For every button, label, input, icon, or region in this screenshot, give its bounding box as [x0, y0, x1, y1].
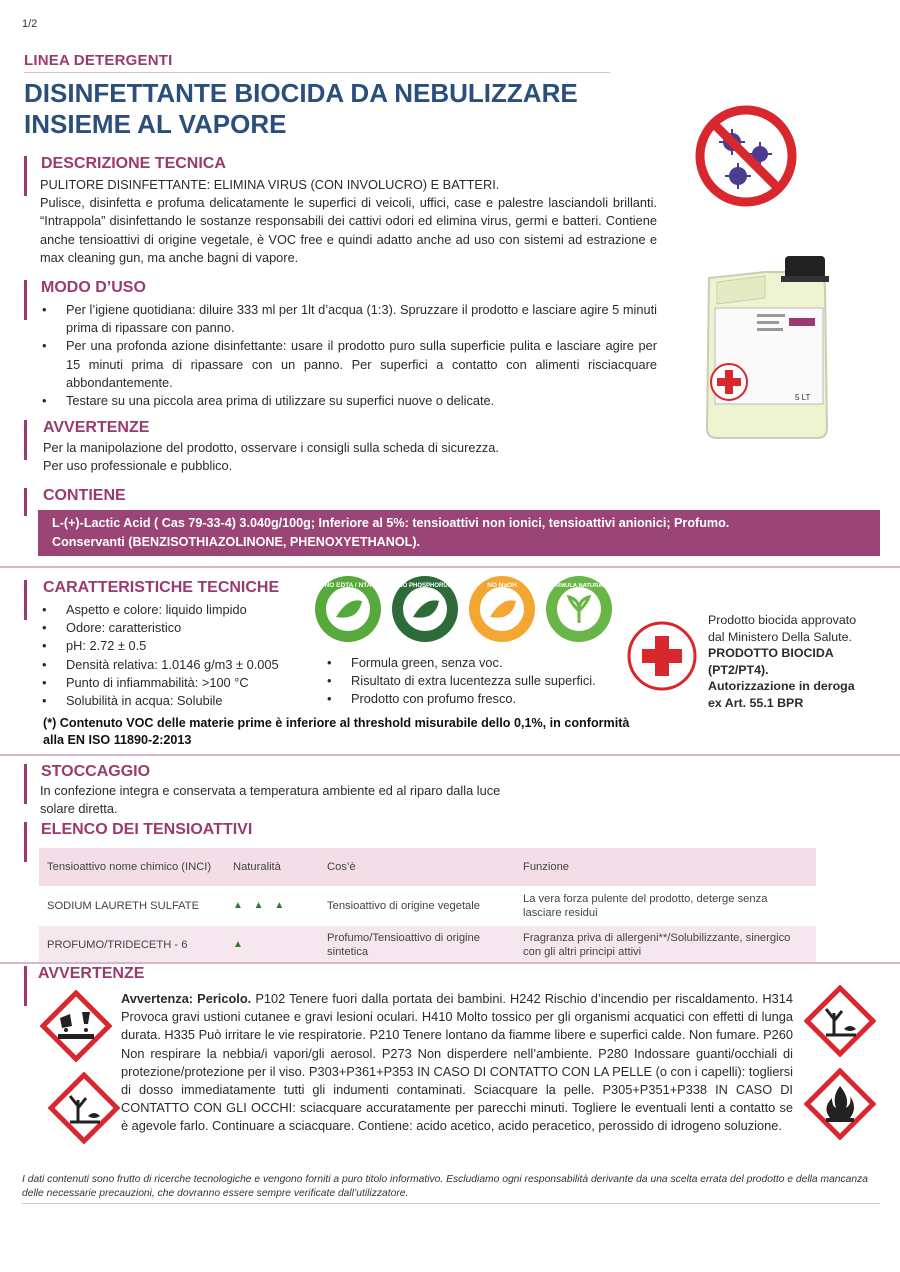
tensioattivi-table: [39, 848, 816, 964]
page-title: [24, 78, 664, 140]
product-canister-image: [695, 248, 835, 443]
environment-hazard-icon: [48, 1072, 120, 1144]
table-cell: Fragranza priva di allergeni**/Solubilizzante, sinergico con gli altri principi attivi: [515, 926, 816, 964]
list-item: • Testare su una piccola area prima di utilizzare su superfici nuove o delicate.: [40, 392, 657, 410]
environment-hazard-icon: [804, 985, 876, 1057]
tensioattivi-title: ELENCO DEI TENSIOATTIVI: [41, 821, 253, 838]
svg-text:NO PHOSPHORUS: NO PHOSPHORUS: [398, 583, 452, 589]
table-row: [39, 886, 816, 926]
stoccaggio-body: In confezione integra e conservata a temperatura ambiente ed al riparo dalla luce solare diretta.: [40, 783, 501, 817]
section-bar: [24, 764, 27, 804]
title-line-1: DISINFETTANTE BIOCIDA DA NEBULIZZARE: [24, 78, 578, 108]
biocide-line: ex Art. 55.1 BPR: [708, 695, 804, 710]
list-item: • Punto di infiammabilità: >100 °C: [40, 674, 320, 692]
no-edta-badge: [314, 575, 382, 643]
no-phosphorus-badge: [391, 575, 459, 643]
caratteristiche-list-2: [325, 654, 625, 709]
list-item: • Odore: caratteristico: [40, 619, 320, 637]
section-bar: [24, 488, 27, 516]
stoccaggio-title: STOCCAGGIO: [41, 763, 151, 780]
section-divider: [0, 566, 900, 568]
disclaimer: I dati contenuti sono frutto di ricerche tecnologiche e vengono forniti a puro titolo informativo. Escludiamo ogni responsabilità derivante da una scelta errata del prodotto e della mancanza delle necessarie precauzioni, che dovranno essere sempre verificate dall’utilizzatore.: [22, 1174, 868, 1199]
section-bar: [24, 156, 27, 196]
page-number: 1/2: [22, 18, 38, 30]
biocide-line: Prodotto biocida approvato: [708, 613, 857, 627]
header-divider: [24, 72, 610, 73]
list-item: • Densità relativa: 1.0146 g/m3 ± 0.005: [40, 656, 320, 674]
table-cell: La vera forza pulente del prodotto, deterge senza lasciare residui: [515, 886, 816, 926]
corrosive-hazard-icon: [40, 990, 112, 1062]
avvertenze-line: Per uso professionale e pubblico.: [43, 458, 233, 474]
table-cell: SODIUM LAURETH SULFATE: [39, 886, 225, 926]
contiene-line: Conservanti (BENZISOTHIAZOLINONE, PHENOXYETHANOL).: [52, 535, 421, 549]
descrizione-lead: PULITORE DISINFETTANTE: ELIMINA VIRUS (CON INVOLUCRO) E BATTERI.: [40, 177, 500, 192]
biocide-approval: [708, 612, 856, 712]
avvertenze-hazard-title: AVVERTENZE: [38, 965, 145, 982]
modo-uso-list: [40, 301, 657, 410]
canister-volume-label: 5 LT: [795, 393, 811, 402]
svg-text:FORMULA NATURALE: FORMULA NATURALE: [548, 583, 610, 589]
table-header-cell: Cos’è: [319, 848, 515, 886]
section-bar: [24, 966, 27, 1006]
section-bar: [24, 280, 27, 320]
formula-naturale-badge: [545, 575, 613, 643]
table-header-cell: Tensioattivo nome chimico (INCI): [39, 848, 225, 886]
caratteristiche-list: [40, 601, 320, 710]
red-cross-icon: [626, 620, 698, 692]
avvertenze-title: AVVERTENZE: [43, 419, 150, 436]
voc-note: (*) Contenuto VOC delle materie prime è inferiore al threshold misurabile dello 0,1%, in conformità alla EN ISO 11890-2:2013: [43, 716, 630, 747]
svg-text:NO EDTA / NTA: NO EDTA / NTA: [324, 582, 372, 589]
no-naoh-badge: [468, 575, 536, 643]
biocide-line: dal Ministero Della Salute.: [708, 629, 852, 644]
hazard-label: Avvertenza: Pericolo.: [121, 991, 252, 1006]
descrizione-text: Pulisce, disinfetta e profuma delicatamente le superfici di veicoli, uffici, case e palestre lasciandoli brillanti. “Intrappola” disinfettando le sostanze responsabili dei cattivi odori ed elimina virus, germi e batteri. Contiene anche tensioattivi di origine vegetale, è VOC free e quindi adatto anche ad uso con sistemi ad estrazione e max cleaning gun, ma anche bagni di vapore.: [40, 195, 657, 265]
section-bar: [24, 822, 27, 862]
contiene-box: [38, 510, 880, 556]
flame-hazard-icon: [804, 1068, 876, 1140]
title-line-2: INSIEME AL VAPORE: [24, 109, 287, 139]
table-cell: PROFUMO/TRIDECETH - 6: [39, 926, 225, 964]
hazard-text: P102 Tenere fuori dalla portata dei bambini. H242 Rischio d’incendio per riscaldamento. H314 Provoca gravi ustioni cutanee e gravi lesioni oculari. H410 Molto tossico per gli organismi acquatici con effetti di lunga durata. H335 Può irritare le vie respiratorie. P210 Tenere lontano da fiamme libere e superfici calde. Non fumare. P260 Non respirare la nebbia/i vapori/gli aerosol. P273 Non disperdere nell’ambiente. P280 Indossare guanti/occhiali di protezione/protezione per il viso. P303+P361+P353 IN CASO DI CONTATTO CON LA PELLE (o con i capelli): togliersi di dosso immediatamente tutti gli indumenti contaminati. Sciacquare la pelle. P305+P351+P338 IN CASO DI CONTATTO CON GLI OCCHI: sciacquare accuratamente per parecchi minuti. Togliere le eventuali lenti a contatto se è agevole farlo. Continuare a sciacquare. Contiene: acido acetico, acido peracetico, perossido di idrogeno soluzione.: [121, 991, 793, 1134]
biocide-line: (PT2/PT4).: [708, 662, 769, 677]
biocide-line: PRODOTTO BIOCIDA: [708, 646, 834, 661]
list-item: • Prodotto con profumo fresco.: [325, 690, 625, 708]
list-item: • pH: 2.72 ± 0.5: [40, 637, 320, 655]
no-virus-icon: [694, 104, 798, 208]
list-item: • Per l’igiene quotidiana: diluire 333 ml per 1lt d’acqua (1:3). Spruzzare il prodotto e lasciare agire 5 minuti prima di ripassare con panno.: [40, 301, 657, 337]
naturalita-indicator: ▲: [225, 926, 319, 964]
avvertenze-line: Per la manipolazione del prodotto, osservare i consigli sulla scheda di sicurezza.: [43, 440, 499, 455]
table-header-row: [39, 848, 816, 886]
hazard-statement: [121, 990, 793, 1136]
list-item: • Formula green, senza voc.: [325, 654, 625, 672]
modo-uso-title: MODO D’USO: [41, 279, 146, 296]
section-divider: [0, 962, 900, 964]
descrizione-title: DESCRIZIONE TECNICA: [41, 155, 226, 172]
footer-divider: [22, 1203, 880, 1204]
table-header-cell: Funzione: [515, 848, 816, 886]
table-header-cell: Naturalità: [225, 848, 319, 886]
table-row: [39, 926, 816, 964]
descrizione-body: [40, 176, 657, 267]
product-line-label: LINEA DETERGENTI: [24, 52, 173, 69]
section-bar: [24, 580, 27, 620]
contiene-line: L-(+)-Lactic Acid ( Cas 79-33-4) 3.040g/100g; Inferiore al 5%: tensioattivi non ionici, tensioattivi anionici; Profumo.: [52, 516, 730, 530]
list-item: • Per una profonda azione disinfettante: usare il prodotto puro sulla superficie pulita e lasciare agire per 15 minuti prima di ripassare con un panno. Per superfici a contatto con alimenti risciacquare abbondantemente.: [40, 337, 657, 392]
section-bar: [24, 420, 27, 460]
list-item: • Risultato di extra lucentezza sulle superfici.: [325, 672, 625, 690]
list-item: • Solubilità in acqua: Solubile: [40, 692, 320, 710]
contiene-title: CONTIENE: [43, 487, 126, 504]
svg-text:NO NaOH: NO NaOH: [487, 582, 517, 589]
table-cell: Profumo/Tensioattivo di origine sintetica: [319, 926, 515, 964]
section-divider: [0, 754, 900, 756]
naturalita-indicator: ▲ ▲ ▲: [225, 886, 319, 926]
biocide-line: Autorizzazione in deroga: [708, 679, 855, 694]
caratteristiche-title: CARATTERISTICHE TECNICHE: [43, 579, 280, 596]
avvertenze-body: [43, 439, 643, 475]
table-cell: Tensioattivo di origine vegetale: [319, 886, 515, 926]
list-item: • Aspetto e colore: liquido limpido: [40, 601, 320, 619]
